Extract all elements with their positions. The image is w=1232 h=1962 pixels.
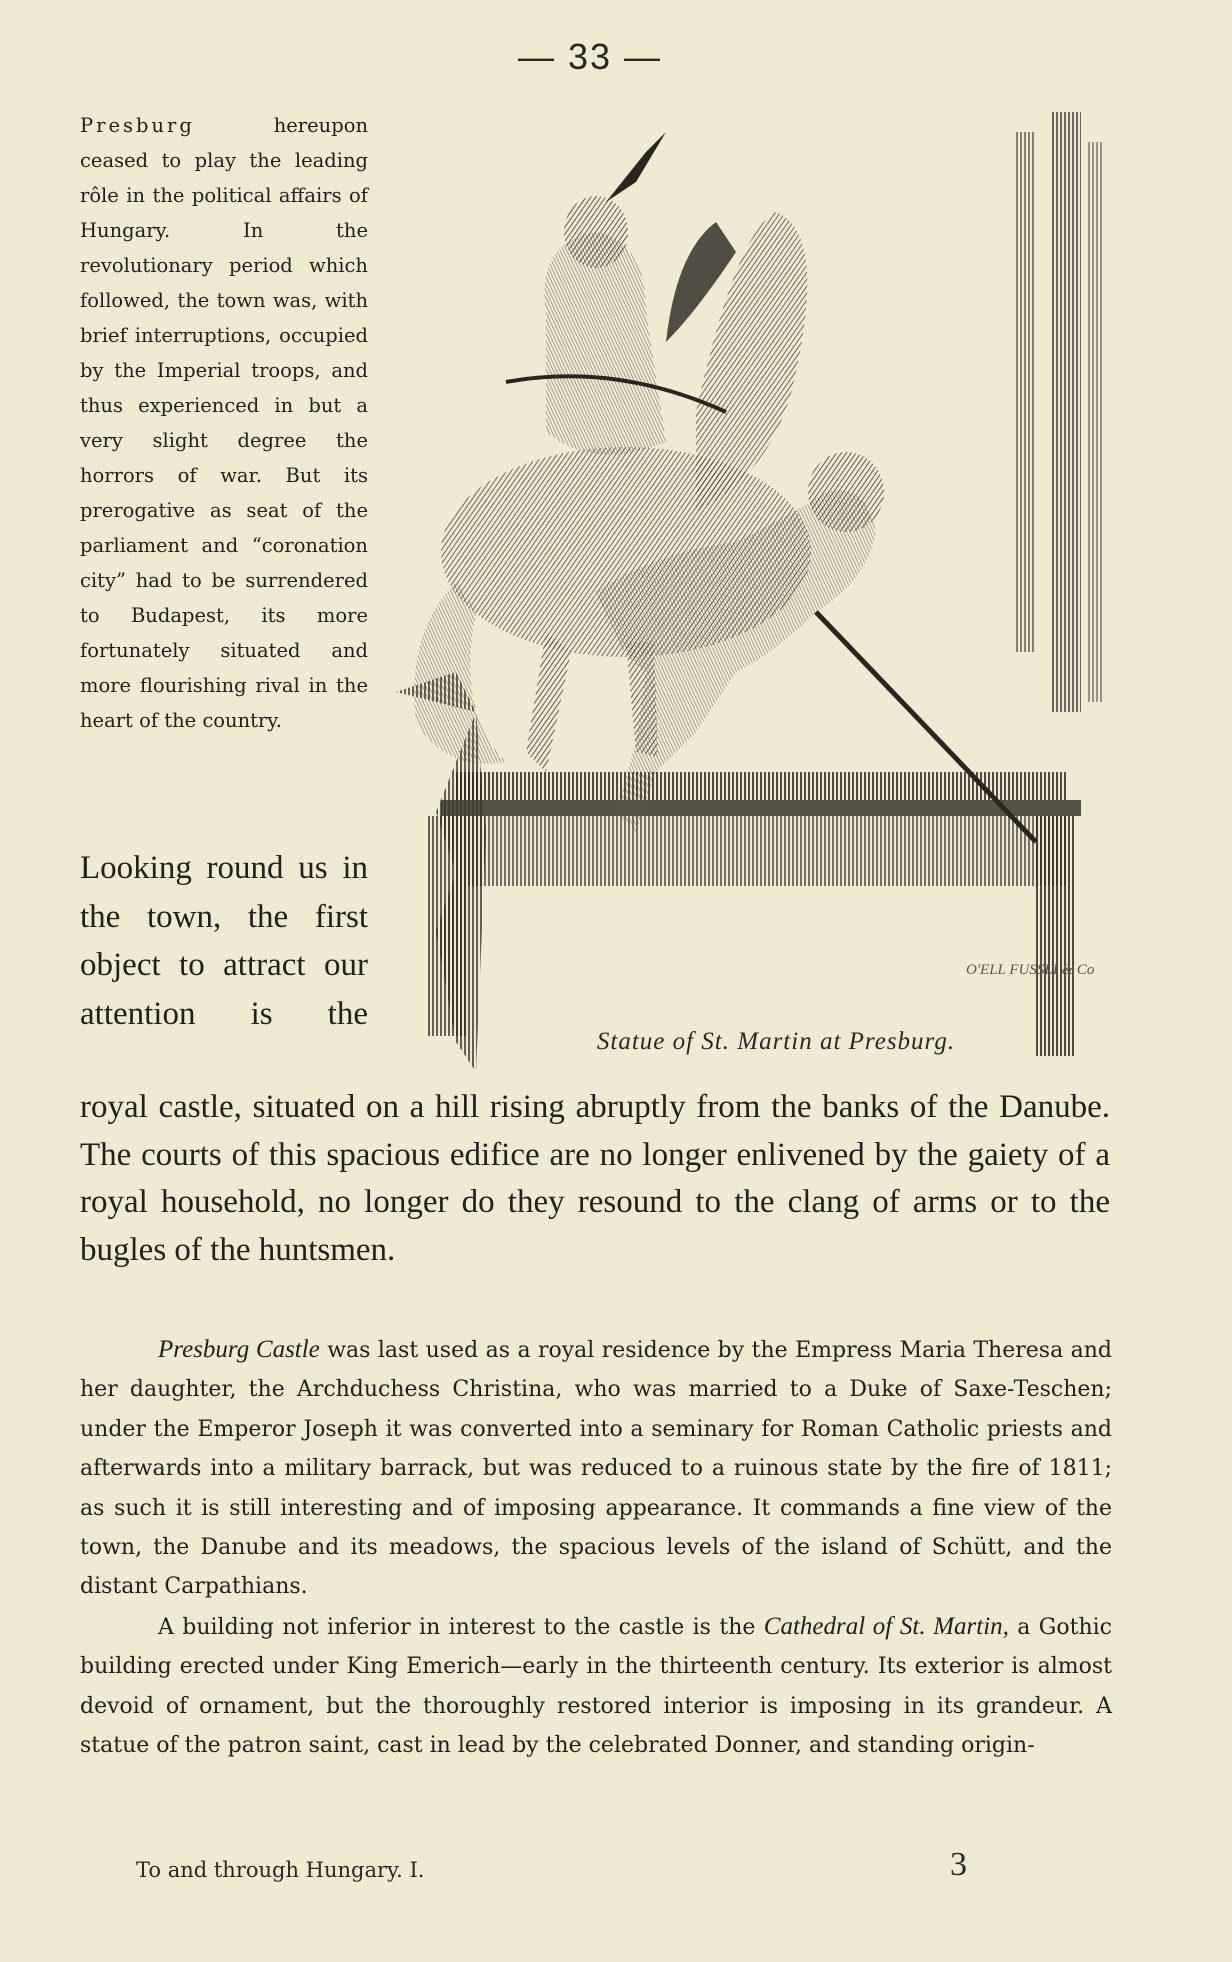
large-text-column-part: Looking round us in the town, the first object to attract our attention is the (80, 850, 368, 1032)
statue-illustration (396, 112, 1156, 1072)
engraving-image (396, 112, 1156, 1072)
column-paragraph-text: hereupon ceased to play the leading rôle in the political affairs of Hungary. In the revolutionary period which followed, the town was, with brief interruptions, occupied by the Imperial troops, and thus experienced in but a very slight degree the horrors of war. But its prerogative as seat of the parliament and “coronation city” had to be surrendered to Budapest, its more fortunately situated and more flourishing rival in the heart of the country. (80, 114, 368, 732)
lead-word: Presburg (80, 114, 195, 137)
engraver-signature: O'ELL FUSSLI & Co (966, 962, 1095, 978)
signature-line: To and through Hungary. I. (136, 1858, 425, 1882)
large-text-full-part: royal castle, situated on a hill rising abruptly from the banks of the Danube. The courts of this spacious edifice are no longer enlivened by the gaiety of a royal household, no longer do they resound to the clang of arms or to the bugles of the huntsmen. (80, 1089, 1110, 1268)
signature-mark: 3 (950, 1846, 967, 1883)
paragraph-castle (80, 1330, 1112, 1607)
cathedral-text-before: A building not inferior in interest to the castle is the (158, 1614, 764, 1640)
paragraph-cathedral (80, 1607, 1112, 1766)
large-text-column (80, 844, 368, 1038)
large-text-full-width (80, 1084, 1110, 1274)
castle-italic-lead: Presburg Castle (158, 1336, 320, 1363)
body-paragraphs (80, 1330, 1112, 1765)
cathedral-text-after: a Gothic building erected under King Emerich—early in the thirteenth century. Its exterior is almost devoid of ornament, but the thoroughly restored interior is imposing in its grandeur. A statue of the patron saint, cast in lead by the celebrated Donner, and standing origin- (80, 1614, 1112, 1759)
cathedral-italic: Cathedral of St. Martin, (763, 1612, 1009, 1640)
page-number: — 33 — (517, 36, 663, 77)
castle-text: was last used as a royal residence by the Empress Maria Theresa and her daughter, the Archduchess Christina, who was married to a Duke of Saxe-Teschen; under the Emperor Joseph it was converted into a seminary for Roman Catholic priests and afterwards into a military barrack, but was reduced to a ruinous state by the fire of 1811; as such it is still interesting and of imposing appearance. It commands a fine view of the town, the Danube and its meadows, the spacious levels of the island of Schütt, and the distant Carpathians. (80, 1338, 1112, 1600)
column-paragraph (80, 108, 368, 738)
figure-caption: Statue of St. Martin at Presburg. (596, 1028, 956, 1055)
